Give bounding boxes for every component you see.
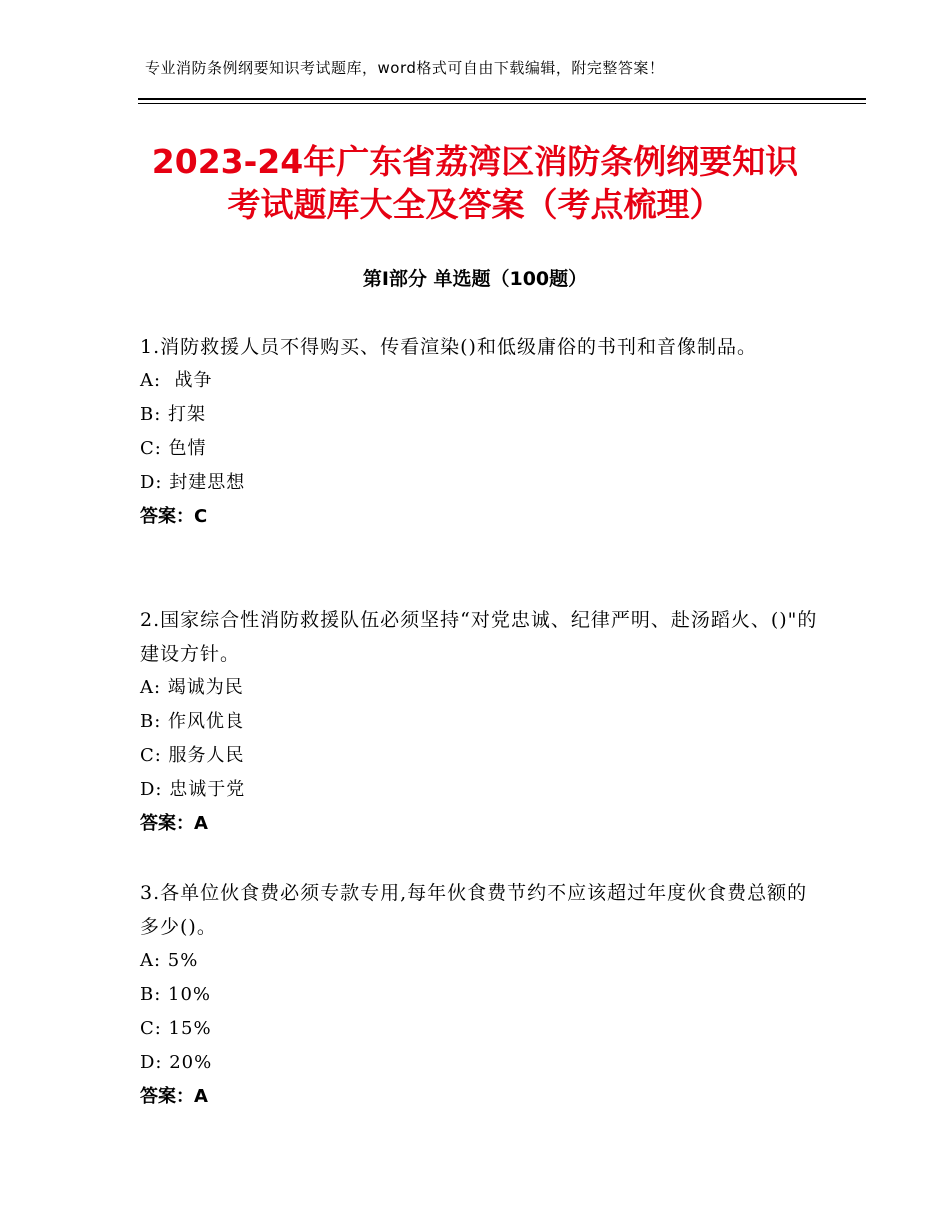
option-b: B: 10%	[140, 984, 212, 1005]
question-text: 3.各单位伙食费必须专款专用,每年伙食费节约不应该超过年度伙食费总额的多少()。	[140, 882, 808, 938]
option-a: A: 5%	[140, 950, 199, 971]
question-text: 2.国家综合性消防救援队伍必须坚持“对党忠诚、纪律严明、赴汤蹈火、()"的建设方针。	[140, 609, 818, 665]
answer-value: A	[194, 813, 208, 834]
answer-line	[140, 807, 820, 841]
header-rule-thin	[138, 103, 866, 104]
question-text: 1.消防救援人员不得购买、传看渲染()和低级庸俗的书刊和音像制品。	[140, 336, 757, 358]
document-title	[100, 140, 850, 226]
header-rule-thick	[138, 98, 866, 100]
header-note: 专业消防条例纲要知识考试题库，word格式可自由下载编辑，附完整答案！	[145, 59, 665, 77]
option-b: B: 打架	[140, 404, 207, 425]
option-a: A: 战争	[140, 370, 213, 391]
option-d: D: 封建思想	[140, 472, 246, 493]
answer-label: 答案：	[140, 813, 194, 834]
question-block-3	[140, 876, 820, 1114]
answer-value: A	[194, 1086, 208, 1107]
option-c: C: 色情	[140, 438, 207, 459]
option-d: D: 忠诚于党	[140, 779, 246, 800]
question-block-1	[140, 330, 820, 534]
answer-line	[140, 500, 820, 534]
option-c: C: 15%	[140, 1018, 212, 1039]
option-d: D: 20%	[140, 1052, 213, 1073]
option-a: A: 竭诚为民	[140, 677, 244, 698]
answer-label: 答案：	[140, 1086, 194, 1107]
title-line-2: 考试题库大全及答案（考点梳理）	[227, 185, 723, 224]
option-b: B: 作风优良	[140, 711, 245, 732]
section-heading: 第Ⅰ部分 单选题（100题）	[362, 268, 588, 290]
answer-label: 答案：	[140, 506, 194, 527]
answer-line	[140, 1080, 820, 1114]
question-block-2	[140, 603, 820, 841]
answer-value: C	[194, 506, 208, 527]
option-c: C: 服务人民	[140, 745, 245, 766]
title-line-1: 2023-24年广东省荔湾区消防条例纲要知识	[151, 142, 799, 181]
